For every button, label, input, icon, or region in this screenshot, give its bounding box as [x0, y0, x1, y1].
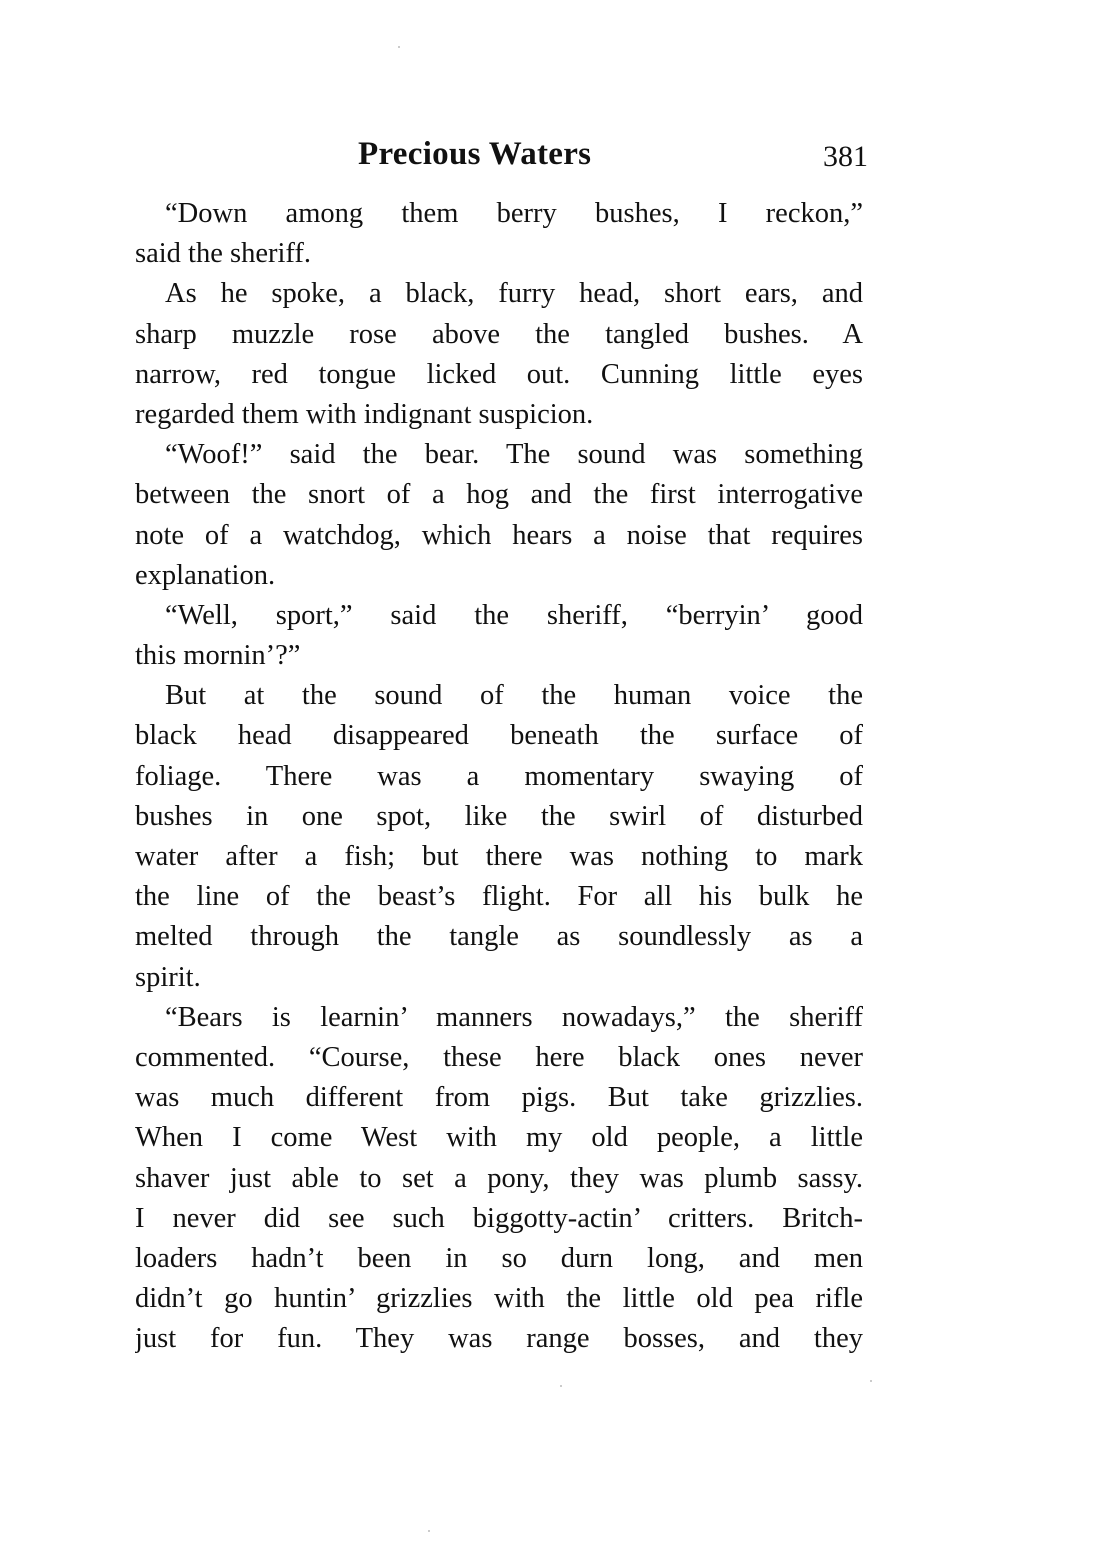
text-line: shaver just able to set a pony, they was plumb sassy. [135, 1162, 863, 1194]
text-line: melted through the tangle as soundlessly as a [135, 921, 863, 953]
text-line: But at the sound of the human voice the [165, 680, 863, 712]
text-line: water after a fish; but there was nothing to mark [135, 841, 863, 872]
text-line: this mornin’?” [135, 640, 301, 672]
text-line: I never did see such biggotty-actin’ critters. Britch- [135, 1202, 863, 1234]
text-line: between the snort of a hog and the first interrogative [135, 479, 863, 511]
text-line: sharp muzzle rose above the tangled bushes. A [135, 318, 863, 350]
scan-speck [870, 1380, 872, 1382]
text-line: note of a watchdog, which hears a noise that requires [135, 519, 863, 551]
text-line: commented. “Course, these here black ones never [135, 1041, 863, 1073]
running-title: Precious Waters [358, 136, 592, 172]
text-line: “Well, sport,” said the sheriff, “berryin’ good [165, 599, 863, 631]
body-text [135, 194, 863, 1359]
text-line: When I come West with my old people, a little [135, 1122, 863, 1154]
scan-speck [560, 1385, 562, 1387]
text-line: “Bears is learnin’ manners nowadays,” the sheriff [165, 1001, 863, 1033]
text-line: explanation. [135, 559, 276, 591]
running-header [358, 136, 868, 186]
text-line: didn’t go huntin’ grizzlies with the little old pea rifle [135, 1283, 863, 1315]
text-line: loaders hadn’t been in so durn long, and men [135, 1242, 863, 1274]
text-line: was much different from pigs. But take grizzlies. [135, 1082, 863, 1114]
text-line: “Woof!” said the bear. The sound was something [165, 439, 863, 471]
text-line: the line of the beast’s flight. For all his bulk he [135, 881, 863, 913]
text-line: said the sheriff. [135, 238, 311, 270]
text-line: regarded them with indignant suspicion. [135, 398, 594, 430]
text-line: bushes in one spot, like the swirl of disturbed [135, 800, 863, 832]
text-line: “Down among them berry bushes, I reckon,” [165, 198, 863, 229]
text-line: narrow, red tongue licked out. Cunning little eyes [135, 358, 863, 390]
scan-speck [398, 46, 400, 48]
page-number: 381 [823, 140, 868, 173]
text-line: spirit. [135, 961, 201, 993]
text-line: foliage. There was a momentary swaying of [135, 760, 863, 792]
scan-speck [428, 1530, 430, 1532]
text-line: black head disappeared beneath the surface of [135, 720, 863, 752]
text-line: just for fun. They was range bosses, and they [135, 1323, 863, 1355]
text-line: As he spoke, a black, furry head, short ears, and [165, 278, 863, 310]
